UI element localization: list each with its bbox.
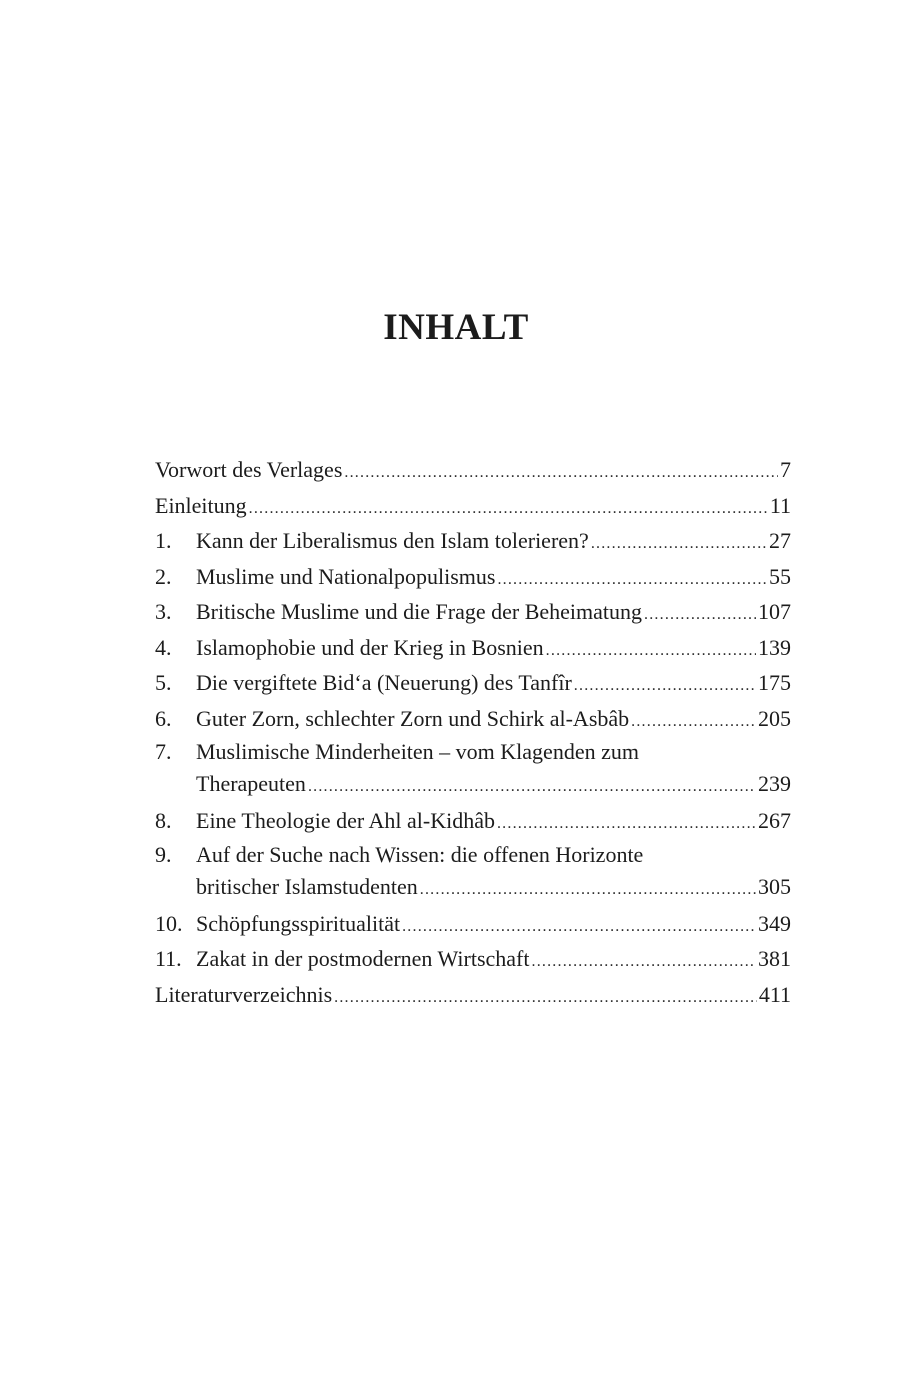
toc-page-number: 267	[758, 808, 791, 833]
toc-entry-title: Britische Muslime und die Frage der Beheimatung	[196, 599, 643, 624]
toc-entry-title: Vorwort des Verlages	[155, 457, 343, 482]
dot-leader	[497, 562, 767, 598]
dot-leader	[532, 944, 757, 980]
toc-page-number: 27	[769, 528, 791, 553]
dot-leader	[334, 980, 757, 1016]
page-title: INHALT	[383, 307, 529, 348]
chapter-number: 5.	[155, 670, 172, 695]
toc-entry-chapter-1[interactable]	[155, 523, 791, 559]
toc-page-number: 11	[769, 492, 791, 518]
chapter-number: 1.	[155, 528, 172, 553]
dot-leader	[644, 597, 756, 633]
toc-page-number: 139	[758, 634, 791, 660]
dot-leader	[308, 771, 756, 803]
toc-entry-einleitung[interactable]	[155, 488, 791, 524]
dot-leader	[546, 633, 756, 669]
toc-entry-title: Eine Theologie der Ahl al-Kidhâb	[196, 808, 495, 833]
toc-page-number: 175	[758, 670, 791, 695]
toc-page-number: 305	[758, 873, 791, 899]
toc-page-number: 107	[758, 599, 791, 624]
toc-page-number: 411	[758, 981, 791, 1007]
toc-entry-title-line-2: Therapeuten	[196, 771, 306, 796]
toc-entry-chapter-2[interactable]	[155, 559, 791, 595]
toc-entry-chapter-11[interactable]	[155, 941, 791, 977]
dot-leader	[497, 806, 756, 842]
toc-page-number: 205	[758, 705, 791, 731]
chapter-number: 7.	[155, 739, 172, 764]
toc-entry-chapter-3[interactable]	[155, 594, 791, 630]
dot-leader	[420, 874, 756, 906]
dot-leader	[631, 704, 756, 740]
toc-page-number: 381	[758, 946, 791, 971]
toc-entry-title-line-2: britischer Islamstudenten	[196, 873, 418, 899]
toc-entry-chapter-6[interactable]	[155, 701, 791, 737]
dot-leader	[249, 491, 768, 527]
toc-entry-title: Islamophobie und der Krieg in Bosnien	[196, 634, 544, 660]
chapter-number: 8.	[155, 808, 172, 833]
toc-entry-chapter-10[interactable]	[155, 906, 791, 942]
dot-leader	[402, 909, 756, 945]
toc-page-number: 239	[758, 771, 791, 796]
chapter-number: 6.	[155, 705, 172, 731]
toc-entry-chapter-7[interactable]	[155, 736, 791, 800]
dot-leader	[574, 668, 756, 704]
chapter-number: 10.	[155, 910, 183, 936]
toc-entry-title: Die vergiftete Bid‘a (Neuerung) des Tanfîr	[196, 670, 572, 695]
toc-entry-chapter-5[interactable]	[155, 665, 791, 701]
chapter-number: 9.	[155, 841, 172, 867]
chapter-number: 3.	[155, 599, 172, 624]
toc-page-number: 349	[758, 910, 791, 936]
chapter-number: 11.	[155, 946, 182, 971]
dot-leader	[344, 455, 778, 491]
toc-entry-title: Zakat in der postmodernen Wirtschaft	[196, 946, 530, 971]
toc-entry-title-line-1: Muslimische Minderheiten – vom Klagenden zum	[196, 739, 639, 764]
toc-entry-title-line-1: Auf der Suche nach Wissen: die offenen Horizonte	[196, 841, 644, 867]
toc-entry-title: Muslime und Nationalpopulismus	[196, 563, 496, 589]
toc-entry-title: Literaturverzeichnis	[155, 981, 333, 1007]
chapter-number: 4.	[155, 634, 172, 660]
table-of-contents	[155, 452, 791, 1012]
toc-entry-title: Einleitung	[155, 492, 247, 518]
toc-entry-title: Guter Zorn, schlechter Zorn und Schirk al-Asbâb	[196, 705, 630, 731]
toc-entry-chapter-8[interactable]	[155, 803, 791, 839]
toc-entry-chapter-4[interactable]	[155, 630, 791, 666]
toc-page-number: 7	[780, 457, 791, 482]
toc-entry-literaturverzeichnis[interactable]	[155, 977, 791, 1013]
dot-leader	[591, 526, 767, 562]
toc-entry-vorwort[interactable]	[155, 452, 791, 488]
chapter-number: 2.	[155, 563, 172, 589]
toc-entry-chapter-9[interactable]	[155, 839, 791, 903]
toc-entry-title: Kann der Liberalismus den Islam tolerieren?	[196, 528, 589, 553]
toc-entry-title: Schöpfungsspiritualität	[196, 910, 401, 936]
toc-page-number: 55	[769, 563, 791, 589]
